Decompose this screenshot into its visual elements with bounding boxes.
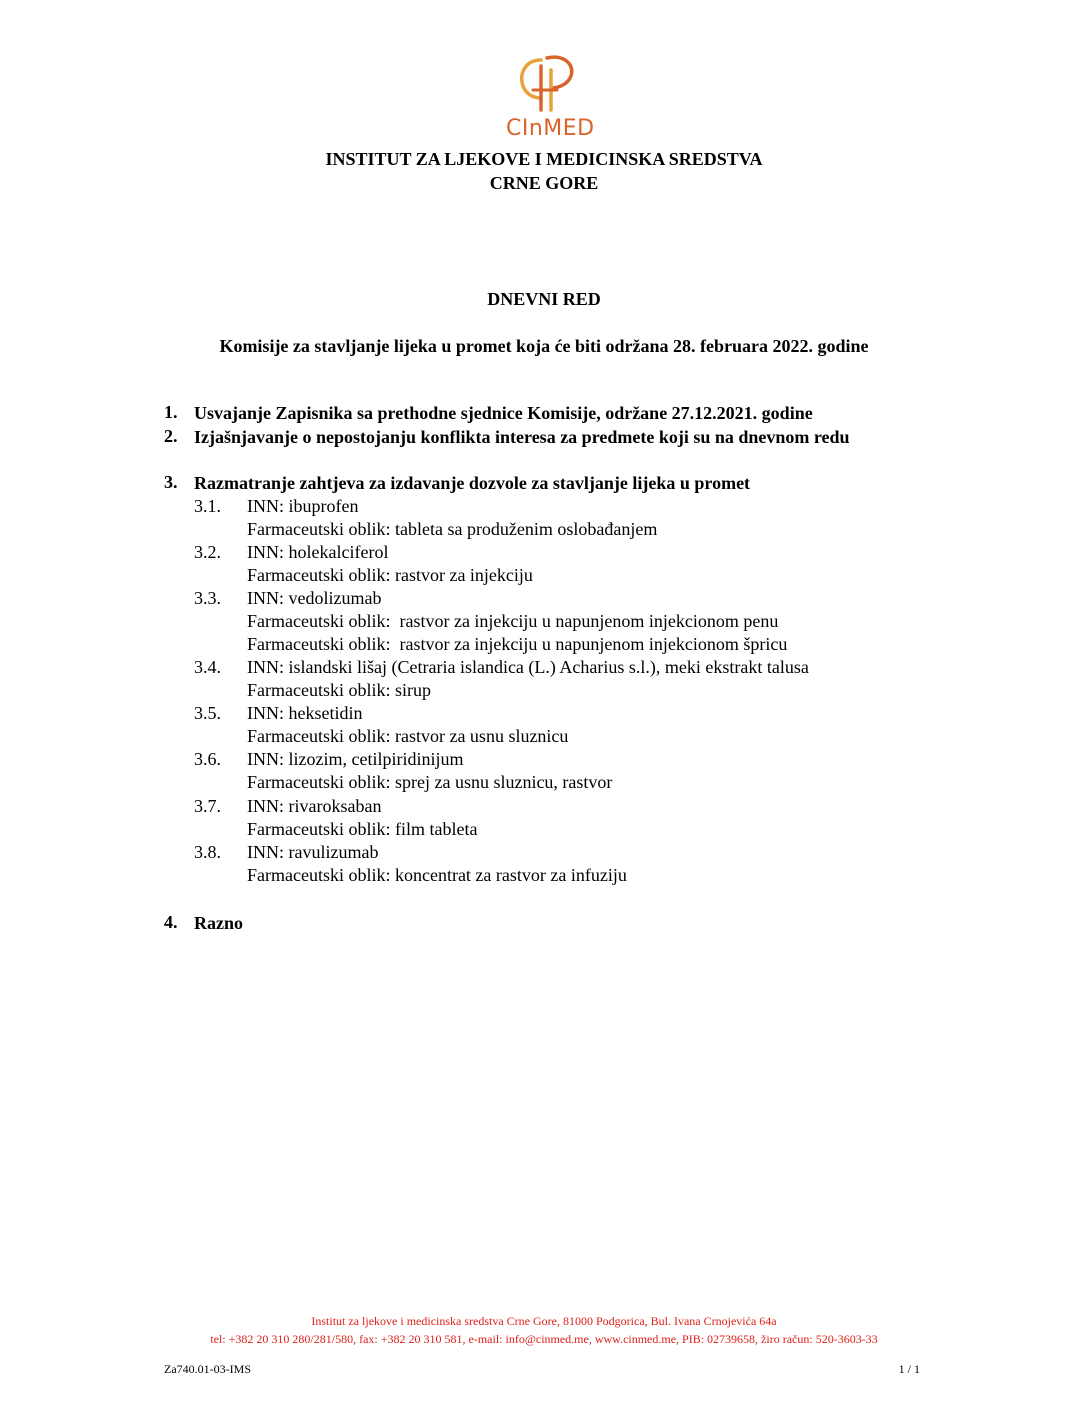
page-number: 1 / 1 (898, 1362, 920, 1376)
subitem-inn: INN: holekalciferol (247, 542, 389, 562)
subitem-number: 3.3. (194, 588, 221, 608)
subitem-number: 3.7. (194, 796, 221, 816)
institution-name-line2: CRNE GORE (489, 173, 599, 193)
subitem-inn: INN: vedolizumab (247, 588, 382, 608)
cinmed-logo-mark-icon (511, 52, 581, 114)
subitem-inn: INN: ravulizumab (247, 842, 379, 862)
logo-wordmark: CInMED (506, 116, 595, 141)
cinmed-logo (506, 52, 595, 142)
subitem-form: Farmaceutski oblik: sprej za usnu sluznicu, rastvor (247, 772, 613, 792)
document-subtitle: Komisije za stavljanje lijeka u promet koja će biti održana 28. februara 2022. godine (219, 336, 869, 356)
agenda-item-text: Usvajanje Zapisnika sa prethodne sjednice Komisije, održane 27.12.2021. godine (194, 403, 813, 423)
subitem-number: 3.2. (194, 542, 221, 562)
subitem-form: Farmaceutski oblik: rastvor za usnu sluznicu (247, 726, 569, 746)
subitem-form: Farmaceutski oblik: film tableta (247, 819, 478, 839)
subitem-form: Farmaceutski oblik: sirup (247, 680, 431, 700)
footer-address: Institut za ljekove i medicinska sredstva Crne Gore, 81000 Podgorica, Bul. Ivana Crnojevića 64a (311, 1314, 777, 1328)
agenda-item-text: Izjašnjavanje o nepostojanju konflikta interesa za predmete koji su na dnevnom redu (194, 427, 850, 447)
subitem-number: 3.1. (194, 496, 221, 516)
subitem-number: 3.8. (194, 842, 221, 862)
document-id: Za740.01-03-IMS (164, 1362, 251, 1376)
subitem-form: Farmaceutski oblik: rastvor za injekciju u napunjenom injekcionom penu (247, 611, 779, 631)
subitem-form: Farmaceutski oblik: koncentrat za rastvor za infuziju (247, 865, 627, 885)
subitem-inn: INN: rivaroksaban (247, 796, 382, 816)
subitem-form: Farmaceutski oblik: rastvor za injekciju u napunjenom injekcionom špricu (247, 634, 788, 654)
subitem-number: 3.4. (194, 657, 221, 677)
agenda-item-number: 4. (164, 912, 178, 932)
agenda-item-text: Razno (194, 913, 243, 933)
agenda-item-number: 2. (164, 426, 178, 446)
agenda-item-text: Razmatranje zahtjeva za izdavanje dozvole za stavljanje lijeka u promet (194, 473, 751, 493)
subitem-number: 3.5. (194, 703, 221, 723)
subitem-inn: INN: ibuprofen (247, 496, 359, 516)
document-title: DNEVNI RED (487, 289, 601, 309)
agenda-item-number: 1. (164, 402, 178, 422)
agenda-item-number: 3. (164, 472, 178, 492)
subitem-inn: INN: heksetidin (247, 703, 363, 723)
subitem-form: Farmaceutski oblik: rastvor za injekciju (247, 565, 533, 585)
footer-contacts: tel: +382 20 310 280/281/580, fax: +382 20 310 581, e-mail: info@cinmed.me, www.cinmed.me, PIB: 02739658, žiro račun: 520-3603-33 (210, 1332, 878, 1346)
subitem-inn: INN: lizozim, cetilpiridinijum (247, 749, 464, 769)
subitem-inn: INN: islandski lišaj (Cetraria islandica (L.) Acharius s.l.), meki ekstrakt talusa (247, 657, 809, 677)
subitem-form: Farmaceutski oblik: tableta sa produženim oslobađanjem (247, 519, 658, 539)
subitem-number: 3.6. (194, 749, 221, 769)
institution-name-line1: INSTITUT ZA LJEKOVE I MEDICINSKA SREDSTVA (325, 149, 763, 169)
